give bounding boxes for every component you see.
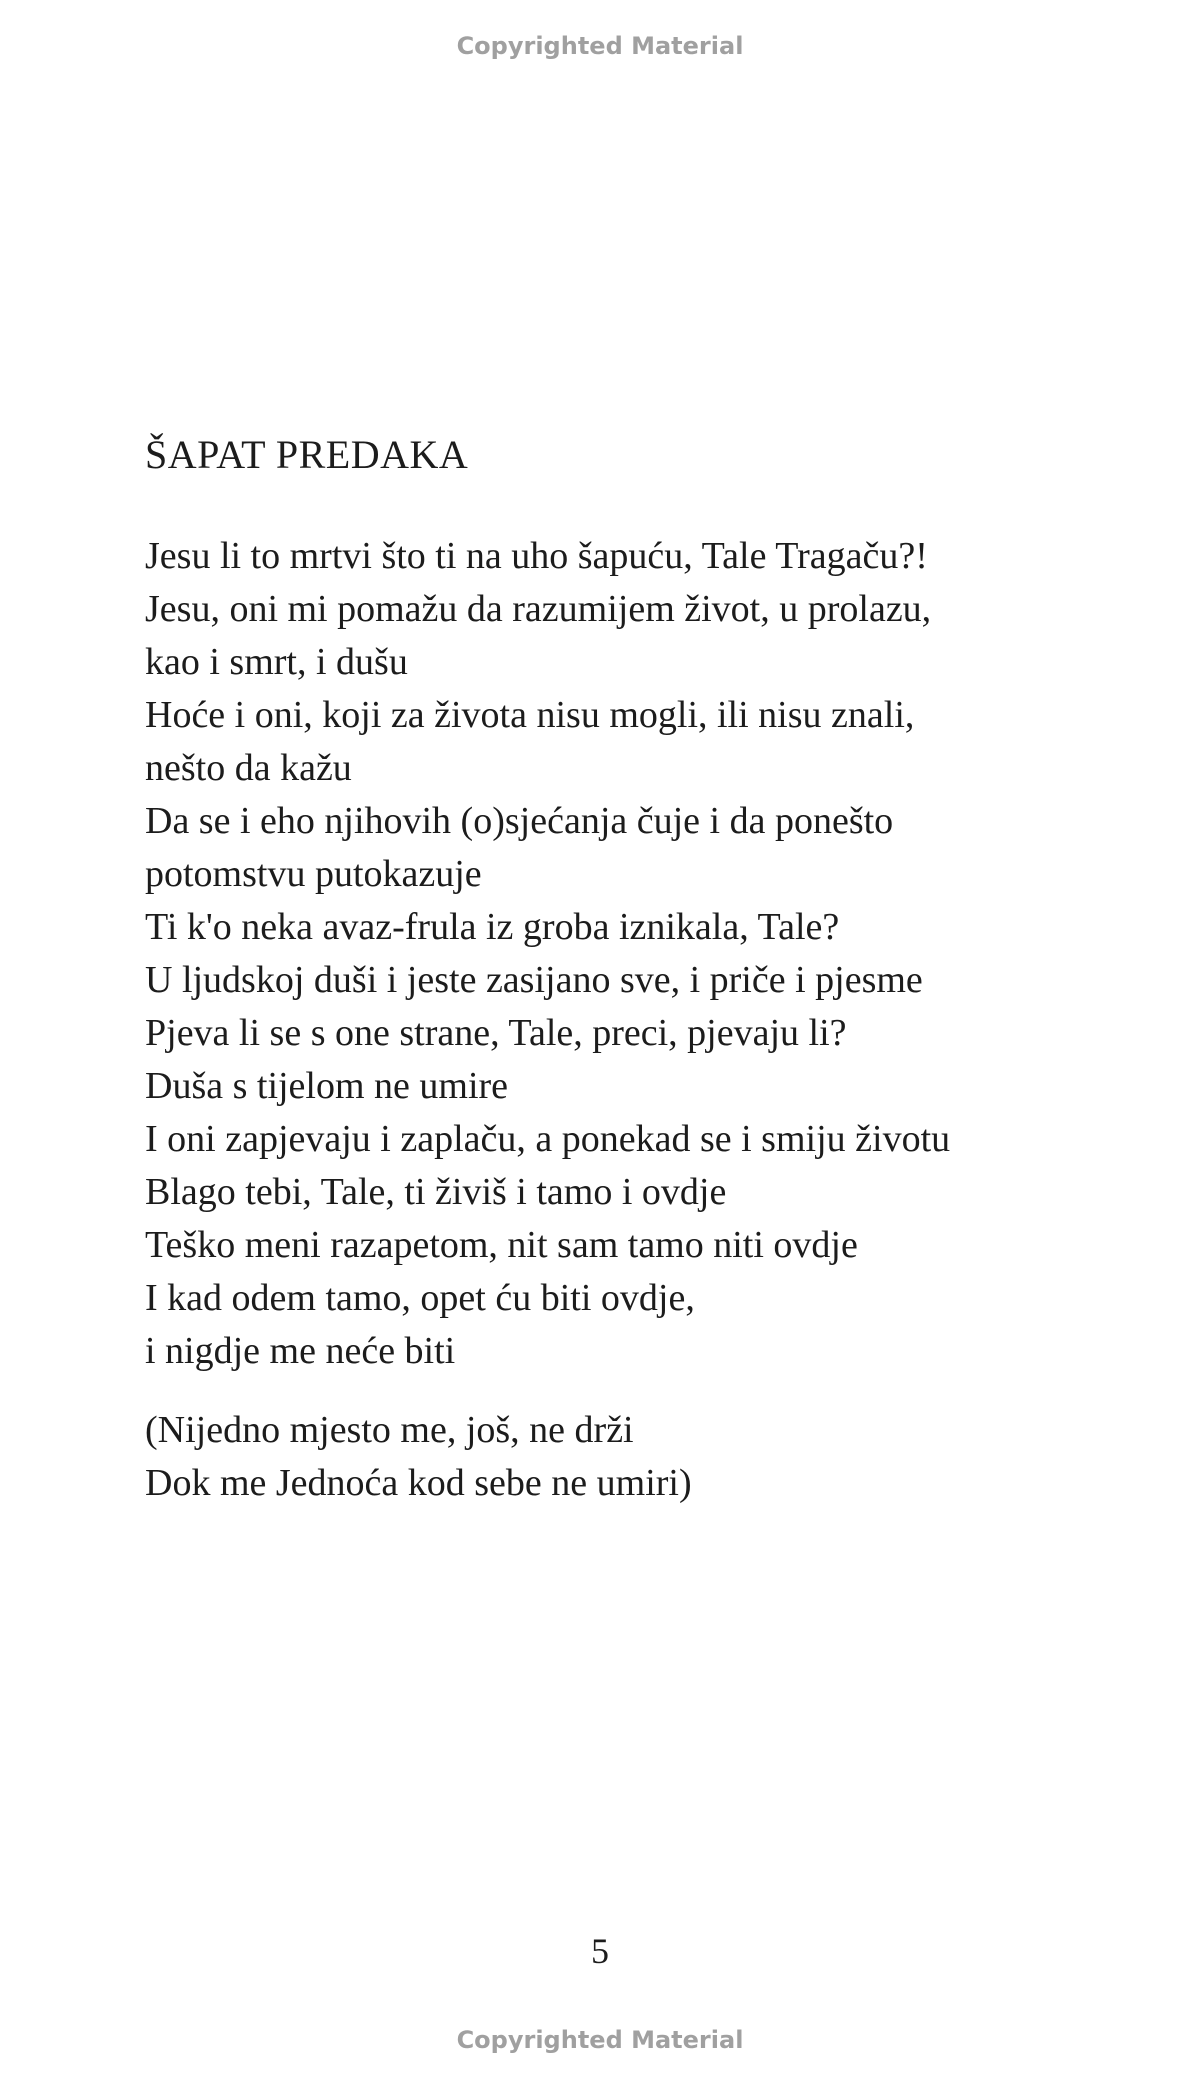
poem-line: I oni zapjevaju i zaplaču, a ponekad se i smiju životu: [145, 1118, 951, 1160]
poem-line: Pjeva li se s one strane, Tale, preci, pjevaju li?: [145, 1012, 847, 1054]
poem-line: Duša s tijelom ne umire: [145, 1065, 509, 1107]
poem-line: Da se i eho njihovih (o)sjećanja čuje i da ponešto: [145, 800, 894, 842]
page-number: 5: [591, 1931, 609, 1971]
copyright-watermark-bottom: Copyrighted Material: [456, 2026, 744, 2054]
poem-line: (Nijedno mjesto me, još, ne drži: [145, 1409, 634, 1451]
poem-line: Blago tebi, Tale, ti živiš i tamo i ovdje: [145, 1171, 727, 1213]
poem-line: Hoće i oni, koji za života nisu mogli, ili nisu znali,: [145, 694, 915, 736]
stanza-2: [145, 1404, 1145, 1510]
poem-line: Jesu li to mrtvi što ti na uho šapuću, Tale Tragaču?!: [145, 535, 928, 577]
poem-line: i nigdje me neće biti: [145, 1330, 456, 1372]
copyright-watermark-top: Copyrighted Material: [456, 32, 744, 60]
poem-line: nešto da kažu: [145, 747, 352, 789]
stanza-1: [145, 530, 1145, 1378]
poem-title: ŠAPAT PREDAKA: [145, 432, 469, 477]
poem: [145, 430, 1145, 1510]
poem-line: Ti k'o neka avaz-frula iz groba iznikala, Tale?: [145, 906, 840, 948]
poem-line: potomstvu putokazuje: [145, 853, 482, 895]
poem-line: kao i smrt, i dušu: [145, 641, 408, 683]
poem-line: Teško meni razapetom, nit sam tamo niti ovdje: [145, 1224, 858, 1266]
poem-line: Dok me Jednoća kod sebe ne umiri): [145, 1462, 692, 1504]
poem-line: U ljudskoj duši i jeste zasijano sve, i priče i pjesme: [145, 959, 923, 1001]
poem-line: Jesu, oni mi pomažu da razumijem život, u prolazu,: [145, 588, 932, 630]
poem-line: I kad odem tamo, opet ću biti ovdje,: [145, 1277, 695, 1319]
